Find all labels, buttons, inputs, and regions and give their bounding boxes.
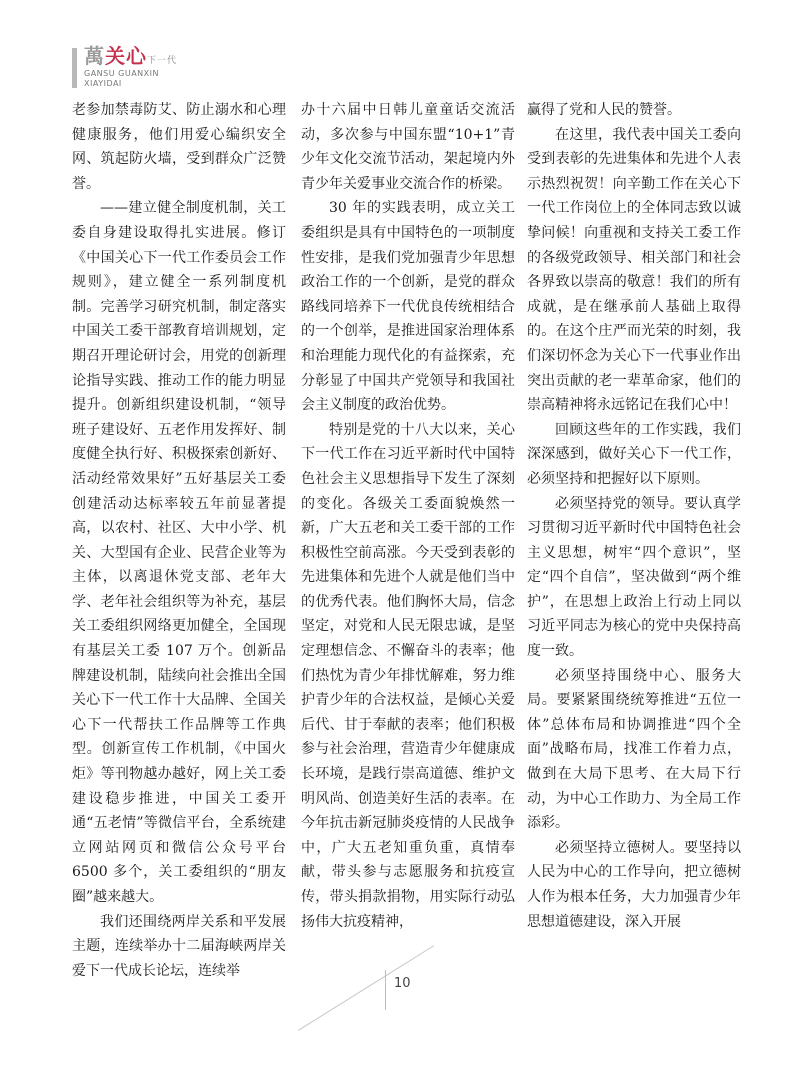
logo-char: 萬 bbox=[84, 44, 105, 68]
logo-subtitle bbox=[84, 69, 159, 89]
logo-char: 关 bbox=[105, 44, 126, 68]
logo-char: 心 bbox=[126, 44, 147, 68]
paragraph: 我们还围绕两岸关系和平发展主题，连续举办十二届海峡两岸关爱下一代成长论坛，连续举 bbox=[72, 913, 286, 979]
logo-sub-line: GANSU GUANXIN bbox=[84, 69, 159, 78]
paragraph: 赢得了党和人民的赞誉。 bbox=[527, 102, 681, 118]
page-number: 10 bbox=[394, 976, 411, 991]
footer-decor-line bbox=[298, 945, 434, 1031]
footer-divider bbox=[385, 970, 386, 1010]
paragraph: 30 年的实践表明，成立关工委组织是具有中国特色的一项制度性安排，是我们党加强青少年思想政治工作的一个创新，是党的群众路线同培养下一代优良传统相结合的一个创举，是推进国家治理体系和治理能力现代化的有益探索，充分彰显了中国共产党领导和我国社会主义制度的政治优势。 bbox=[301, 200, 515, 414]
paragraph: ——建立健全制度机制，关工委自身建设取得扎实进展。修订《中国关心下一代工作委员会工作规则》，建立健全一系列制度机制。完善学习研究机制，制定落实中国关工委干部教育培训规划，定期召开理论研讨会，用党的创新理论指导实践、推动工作的能力明显提升。创新组织建设机制，“领导班子建设好、五老作用发挥好、制度健全执行好、积极探索创新好、活动经常效果好”五好基层关工委创建活动达标率较五年前显著提高，以农村、社区、大中小学、机关、大型国有企业、民营企业等为主体，以离退休党支部、老年大学、老年社会组织等为补充，基层关工委组织网络更加健全，全国现有基层关工委 107 万个。创新品牌建设机制，陆续向社会推出全国关心下一代工作十大品牌、全国关心下一代帮扶工作品牌等工作典型。创新宣传工作机制，《中国火炬》等刊物越办越好，网上关工委建设稳步推进，中国关工委开通“五老情”等微信平台，全系统建立网站网页和微信公众号平台 6500 多个，关工委组织的“朋友圈”越来越大。 bbox=[72, 200, 286, 905]
logo-char: 下一代 bbox=[147, 56, 178, 66]
paragraph: 老参加禁毒防艾、防止溺水和心理健康服务，他们用爱心编织安全网、筑起防火墙，受到群众广泛赞誉。 bbox=[72, 102, 286, 192]
paragraph: 在这里，我代表中国关工委向受到表彰的先进集体和先进个人表示热烈祝贺！向辛勤工作在关心下一代工作岗位上的全体同志致以诚挚问候！向重视和支持关工委工作的各级党政领导、相关部门和社会各界致以崇高的敬意！我们的所有成就，是在继承前人基础上取得的。在这个庄严而光荣的时刻，我们深切怀念为关心下一代事业作出突出贡献的老一辈革命家，他们的崇高精神将永远铭记在我们心中！ bbox=[527, 126, 741, 414]
text-column-1 bbox=[72, 98, 286, 983]
magazine-logo bbox=[72, 44, 232, 94]
paragraph: 必须坚持党的领导。要认真学习贯彻习近平新时代中国特色社会主义思想，树牢“四个意识”，坚定“四个自信”，坚决做到“两个维护”，在思想上政治上行动上同以习近平同志为核心的党中央保持高度一致。 bbox=[527, 495, 741, 660]
paragraph: 特别是党的十八大以来，关心下一代工作在习近平新时代中国特色社会主义思想指导下发生了深刻的变化。各级关工委面貌焕然一新，广大五老和关工委干部的工作积极性空前高涨。今天受到表彰的先进集体和先进个人就是他们当中的优秀代表。他们胸怀大局，信念坚定，对党和人民无限忠诚，是坚定理想信念、不懈奋斗的表率；他们热忱为青少年排忧解难，努力维护青少年的合法权益，是倾心关爱后代、甘于奉献的表率；他们积极参与社会治理，营造青少年健康成长环境，是践行崇高道德、维护文明风尚、创造美好生活的表率。在今年抗击新冠肺炎疫情的人民战争中，广大五老知重负重，真情奉献，带头参与志愿服务和抗疫宣传，带头捐款捐物，用实际行动弘扬伟大抗疫精神， bbox=[301, 421, 515, 930]
paragraph: 回顾这些年的工作实践，我们深深感到，做好关心下一代工作，必须坚持和把握好以下原则。 bbox=[527, 421, 741, 487]
text-column-3 bbox=[527, 98, 741, 934]
text-column-2 bbox=[301, 98, 515, 934]
logo-sub-line: XIAYIDAI bbox=[84, 79, 122, 88]
logo-bar bbox=[72, 48, 77, 88]
paragraph: 必须坚持立德树人。要坚持以人民为中心的工作导向，把立德树人作为根本任务，大力加强青少年思想道德建设，深入开展 bbox=[527, 839, 741, 930]
paragraph: 办十六届中日韩儿童童话交流活动，多次参与中国东盟“10+1”青少年文化交流节活动，架起境内外青少年关爱事业交流合作的桥梁。 bbox=[301, 102, 515, 192]
paragraph: 必须坚持围绕中心、服务大局。要紧紧围绕统筹推进“五位一体”总体布局和协调推进“四个全面”战略布局，找准工作着力点，做到在大局下思考、在大局下行动，为中心工作助力、为全局工作添彩。 bbox=[527, 667, 741, 832]
